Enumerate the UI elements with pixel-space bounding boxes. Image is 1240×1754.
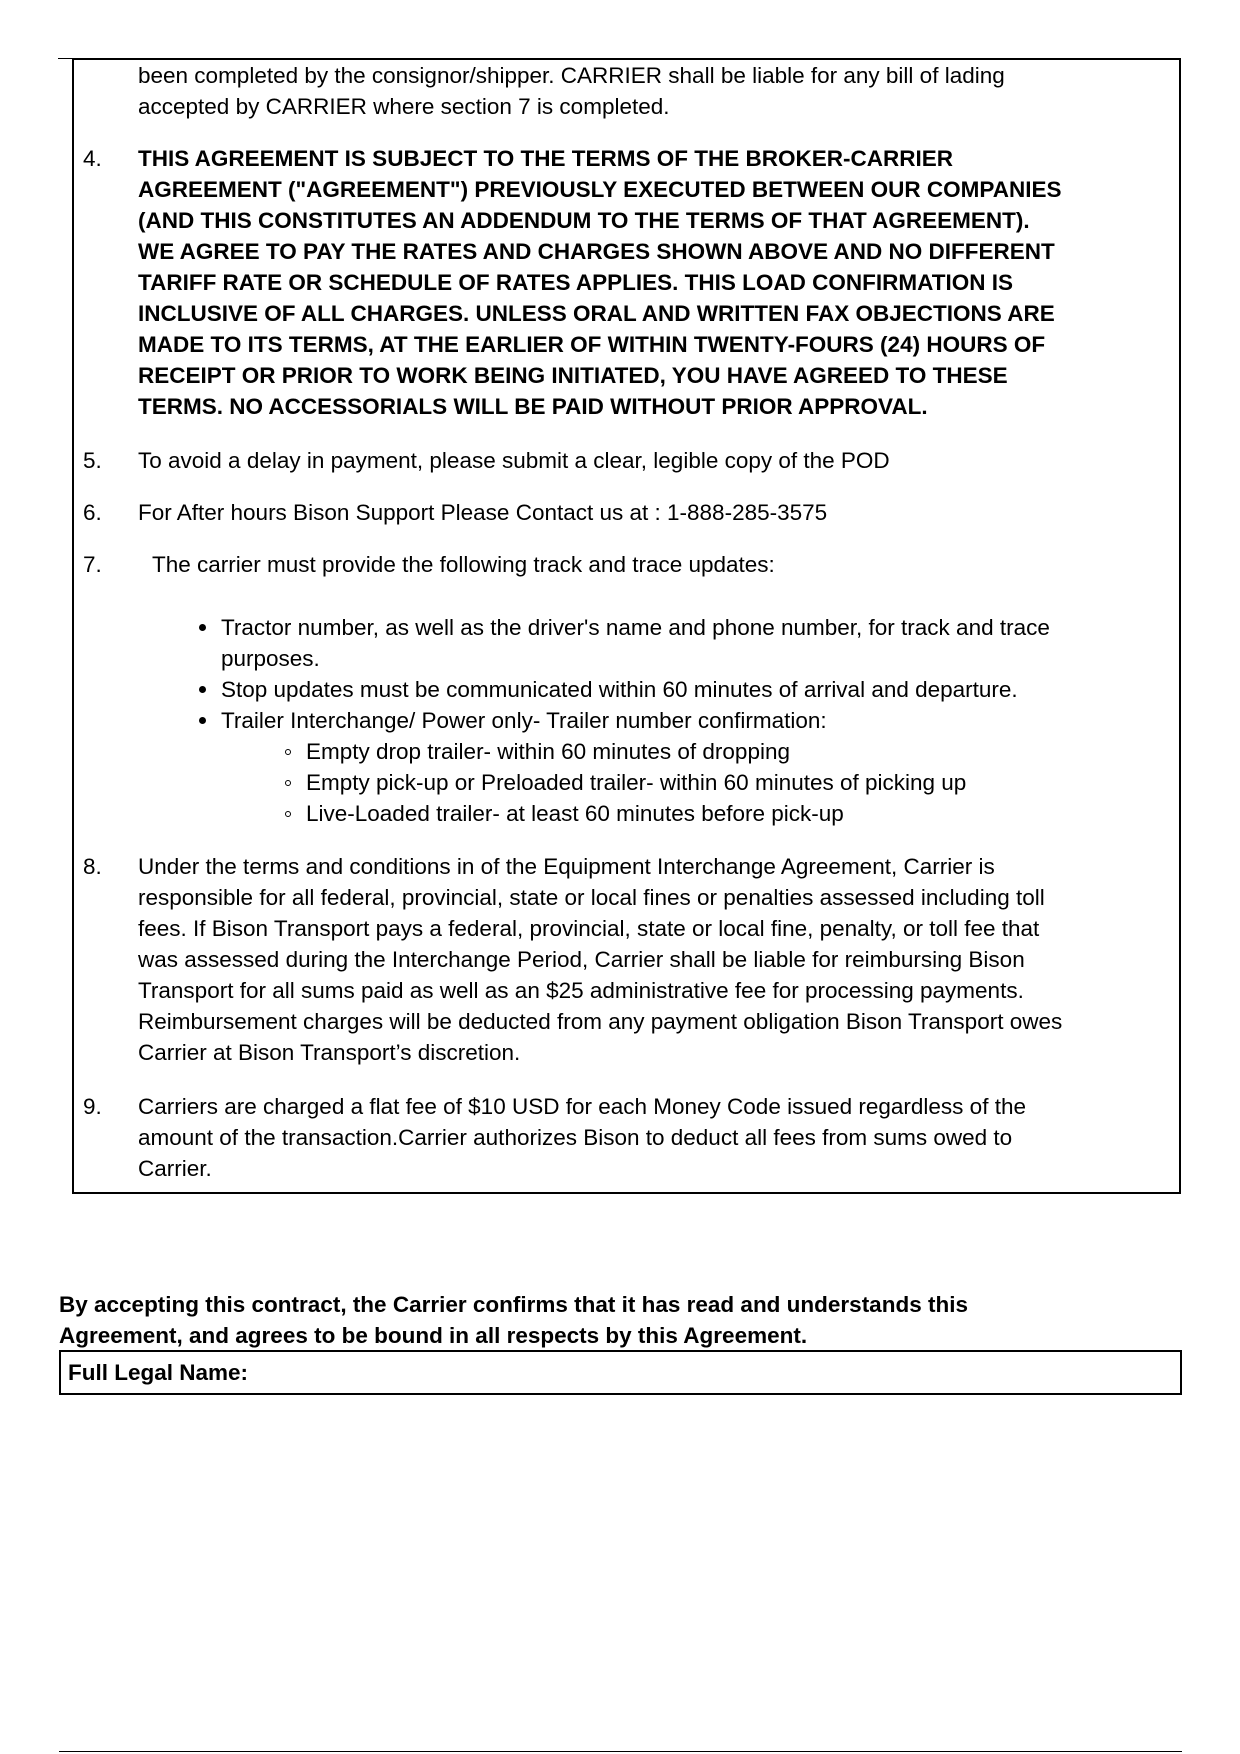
item-9-line: Carriers are charged a flat fee of $10 USD for each Money Code issued regardless of the bbox=[138, 1094, 1026, 1119]
item-8-number: 8. bbox=[83, 854, 102, 879]
item-4-line: THIS AGREEMENT IS SUBJECT TO THE TERMS OF THE BROKER-CARRIER bbox=[138, 146, 954, 171]
item-5-number: 5. bbox=[83, 448, 102, 473]
item-4-line: RECEIPT OR PRIOR TO WORK BEING INITIATED, YOU HAVE AGREED TO THESE bbox=[138, 363, 1008, 388]
acceptance-statement-line: Agreement, and agrees to be bound in all respects by this Agreement. bbox=[59, 1323, 808, 1348]
item-8-line: Carrier at Bison Transport’s discretion. bbox=[138, 1040, 521, 1065]
item-8-line: responsible for all federal, provincial, state or local fines or penalties assessed including toll bbox=[138, 885, 1045, 910]
item-4-line: MADE TO ITS TERMS, AT THE EARLIER OF WITHIN TWENTY-FOURS (24) HOURS OF bbox=[138, 332, 1046, 357]
continuation-line: accepted by CARRIER where section 7 is completed. bbox=[138, 94, 670, 119]
bullet-item: Stop updates must be communicated within 60 minutes of arrival and departure. bbox=[221, 677, 1018, 702]
item-9-number: 9. bbox=[83, 1094, 102, 1119]
bullet-icon bbox=[199, 686, 206, 693]
item-8-line: fees. If Bison Transport pays a federal, provincial, state or local fine, penalty, or toll fee that bbox=[138, 916, 1040, 941]
sub-bullet-item: Empty drop trailer- within 60 minutes of dropping bbox=[306, 739, 790, 764]
sub-bullet-icon bbox=[285, 780, 291, 786]
item-4-line: INCLUSIVE OF ALL CHARGES. UNLESS ORAL AND WRITTEN FAX OBJECTIONS ARE bbox=[138, 301, 1055, 326]
sub-bullet-item: Live-Loaded trailer- at least 60 minutes before pick-up bbox=[306, 801, 844, 826]
item-8-line: Reimbursement charges will be deducted from any payment obligation Bison Transport owes bbox=[138, 1009, 1063, 1034]
item-6-text: For After hours Bison Support Please Contact us at : 1-888-285-3575 bbox=[138, 500, 828, 525]
bullet-icon bbox=[199, 624, 206, 631]
item-8-line: was assessed during the Interchange Period, Carrier shall be liable for reimbursing Bison bbox=[138, 947, 1025, 972]
item-4-line: TARIFF RATE OR SCHEDULE OF RATES APPLIES. THIS LOAD CONFIRMATION IS bbox=[138, 270, 1013, 295]
sub-bullet-icon bbox=[285, 749, 291, 755]
bullet-item: Tractor number, as well as the driver's name and phone number, for track and trace bbox=[221, 615, 1050, 640]
item-8-line: Transport for all sums paid as well as an $25 administrative fee for processing payments. bbox=[138, 978, 1024, 1003]
item-4-line: TERMS. NO ACCESSORIALS WILL BE PAID WITHOUT PRIOR APPROVAL. bbox=[138, 394, 928, 419]
full-legal-name-label: Full Legal Name: bbox=[68, 1360, 249, 1385]
bullet-icon bbox=[199, 717, 206, 724]
item-4-line: AGREEMENT ("AGREEMENT") PREVIOUSLY EXECUTED BETWEEN OUR COMPANIES bbox=[138, 177, 1062, 202]
item-7-number: 7. bbox=[83, 552, 102, 577]
item-8-line: Under the terms and conditions in of the Equipment Interchange Agreement, Carrier is bbox=[138, 854, 995, 879]
item-7-text: The carrier must provide the following track and trace updates: bbox=[152, 552, 775, 577]
continuation-line: been completed by the consignor/shipper. CARRIER shall be liable for any bill of lading bbox=[138, 63, 1005, 88]
item-9-line: Carrier. bbox=[138, 1156, 212, 1181]
full-legal-name-field[interactable] bbox=[59, 1350, 1182, 1395]
bullet-item: Trailer Interchange/ Power only- Trailer number confirmation: bbox=[221, 708, 827, 733]
footer-rule bbox=[59, 1751, 1182, 1752]
acceptance-statement-line: By accepting this contract, the Carrier confirms that it has read and understands this bbox=[59, 1292, 968, 1317]
item-6-number: 6. bbox=[83, 500, 102, 525]
sub-bullet-item: Empty pick-up or Preloaded trailer- within 60 minutes of picking up bbox=[306, 770, 967, 795]
item-4-number: 4. bbox=[83, 146, 102, 171]
item-9-line: amount of the transaction.Carrier authorizes Bison to deduct all fees from sums owed to bbox=[138, 1125, 1013, 1150]
item-4-line: WE AGREE TO PAY THE RATES AND CHARGES SHOWN ABOVE AND NO DIFFERENT bbox=[138, 239, 1055, 264]
item-4-line: (AND THIS CONSTITUTES AN ADDENDUM TO THE TERMS OF THAT AGREEMENT). bbox=[138, 208, 1030, 233]
item-5-text: To avoid a delay in payment, please submit a clear, legible copy of the POD bbox=[138, 448, 890, 473]
bullet-item-continued: purposes. bbox=[221, 646, 320, 671]
sub-bullet-icon bbox=[285, 811, 291, 817]
